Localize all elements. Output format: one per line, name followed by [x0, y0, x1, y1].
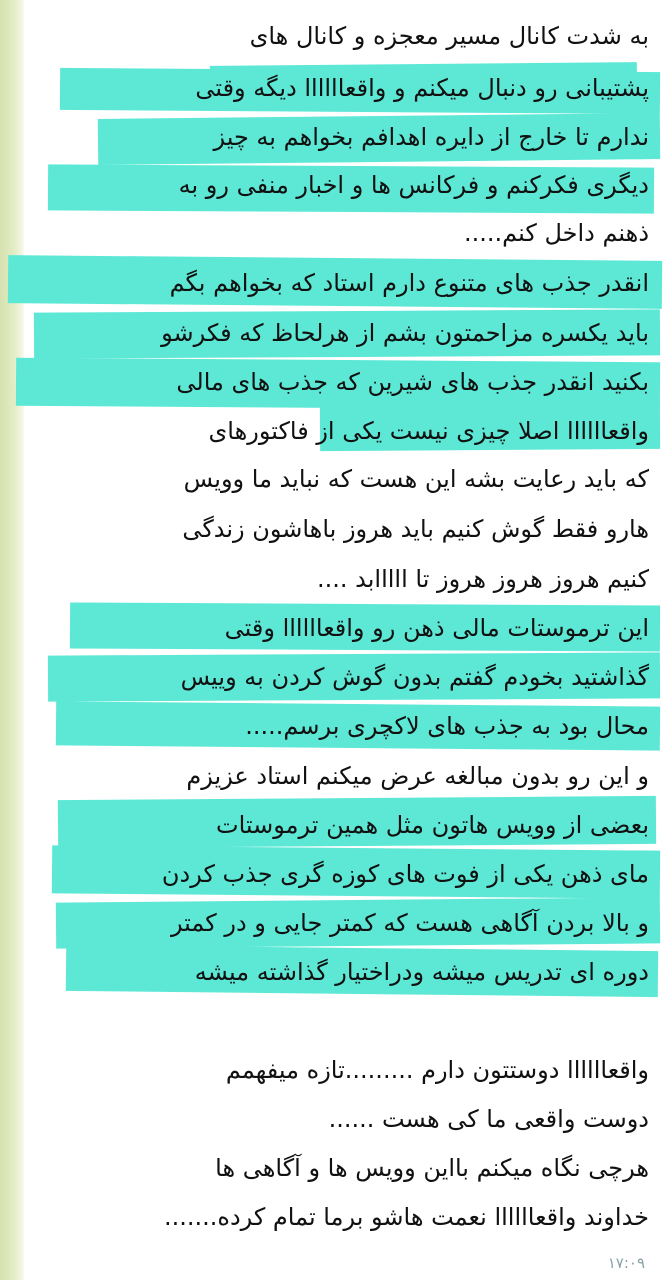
message-line: بکنید انقدر جذب های شیرین که جذب های مالی [176, 368, 649, 396]
message-line: بعضی از وویس هاتون مثل همین ترموستات [216, 811, 649, 839]
message-timestamp: ۱۷:۰۹ [607, 1254, 645, 1272]
message-line: محال بود به جذب های لاکچری برسم..... [245, 712, 649, 740]
message-line: ندارم تا خارج از دایره اهدافم بخواهم به چیز [213, 123, 649, 151]
message-line: به شدت کانال مسیر معجزه و کانال های [249, 22, 649, 50]
message-line: هارو فقط گوش کنیم باید هروز باهاشون زندگی [182, 515, 649, 543]
message-line: دوست واقعی ما کی هست ...... [328, 1105, 649, 1133]
message-text [24, 0, 667, 1280]
message-line: و این رو بدون مبالغه عرض میکنم استاد عزیزم [186, 762, 649, 790]
message-line: دیگری فکرکنم و فرکانس ها و اخبار منفی رو به [178, 171, 649, 199]
message-line: پشتیبانی رو دنبال میکنم و واقعاااااا دیگه وقتی [195, 74, 649, 102]
message-line: واقعاااااا اصلا چیزی نیست یکی از فاکتورهای [208, 417, 649, 445]
message-line: این ترموستات مالی ذهن رو واقعاااااا وقتی [224, 614, 649, 642]
message-line: ذهنم داخل کنم..... [464, 219, 649, 247]
message-line: و بالا بردن آگاهی هست که کمتر جایی و در کمتر [170, 909, 649, 937]
message-line: کنیم هروز هروز هروز تا ااااابد .... [316, 565, 649, 593]
message-line: انقدر جذب های متنوع دارم استاد که بخواهم بگم [169, 269, 649, 297]
message-line: خداوند واقعاااااا نعمت هاشو برما تمام کرده....... [163, 1203, 649, 1231]
message-line: هرچی نگاه میکنم بااین وویس ها و آگاهی ها [215, 1154, 649, 1182]
message-line: مای ذهن یکی از فوت های کوزه گری جذب کردن [161, 860, 649, 888]
message-line: دوره ای تدریس میشه ودراختیار گذاشته میشه [194, 958, 649, 986]
message-line: باید یکسره مزاحمتون بشم از هرلحاظ که فکرشو [161, 319, 649, 347]
message-line: که باید رعایت بشه این هست که نباید ما وویس [183, 465, 649, 493]
message-line: واقعاااااا دوستتون دارم .........تازه میفهمم [225, 1056, 649, 1084]
message-line: گذاشتید بخودم گفتم بدون گوش کردن به وییس [180, 663, 649, 691]
